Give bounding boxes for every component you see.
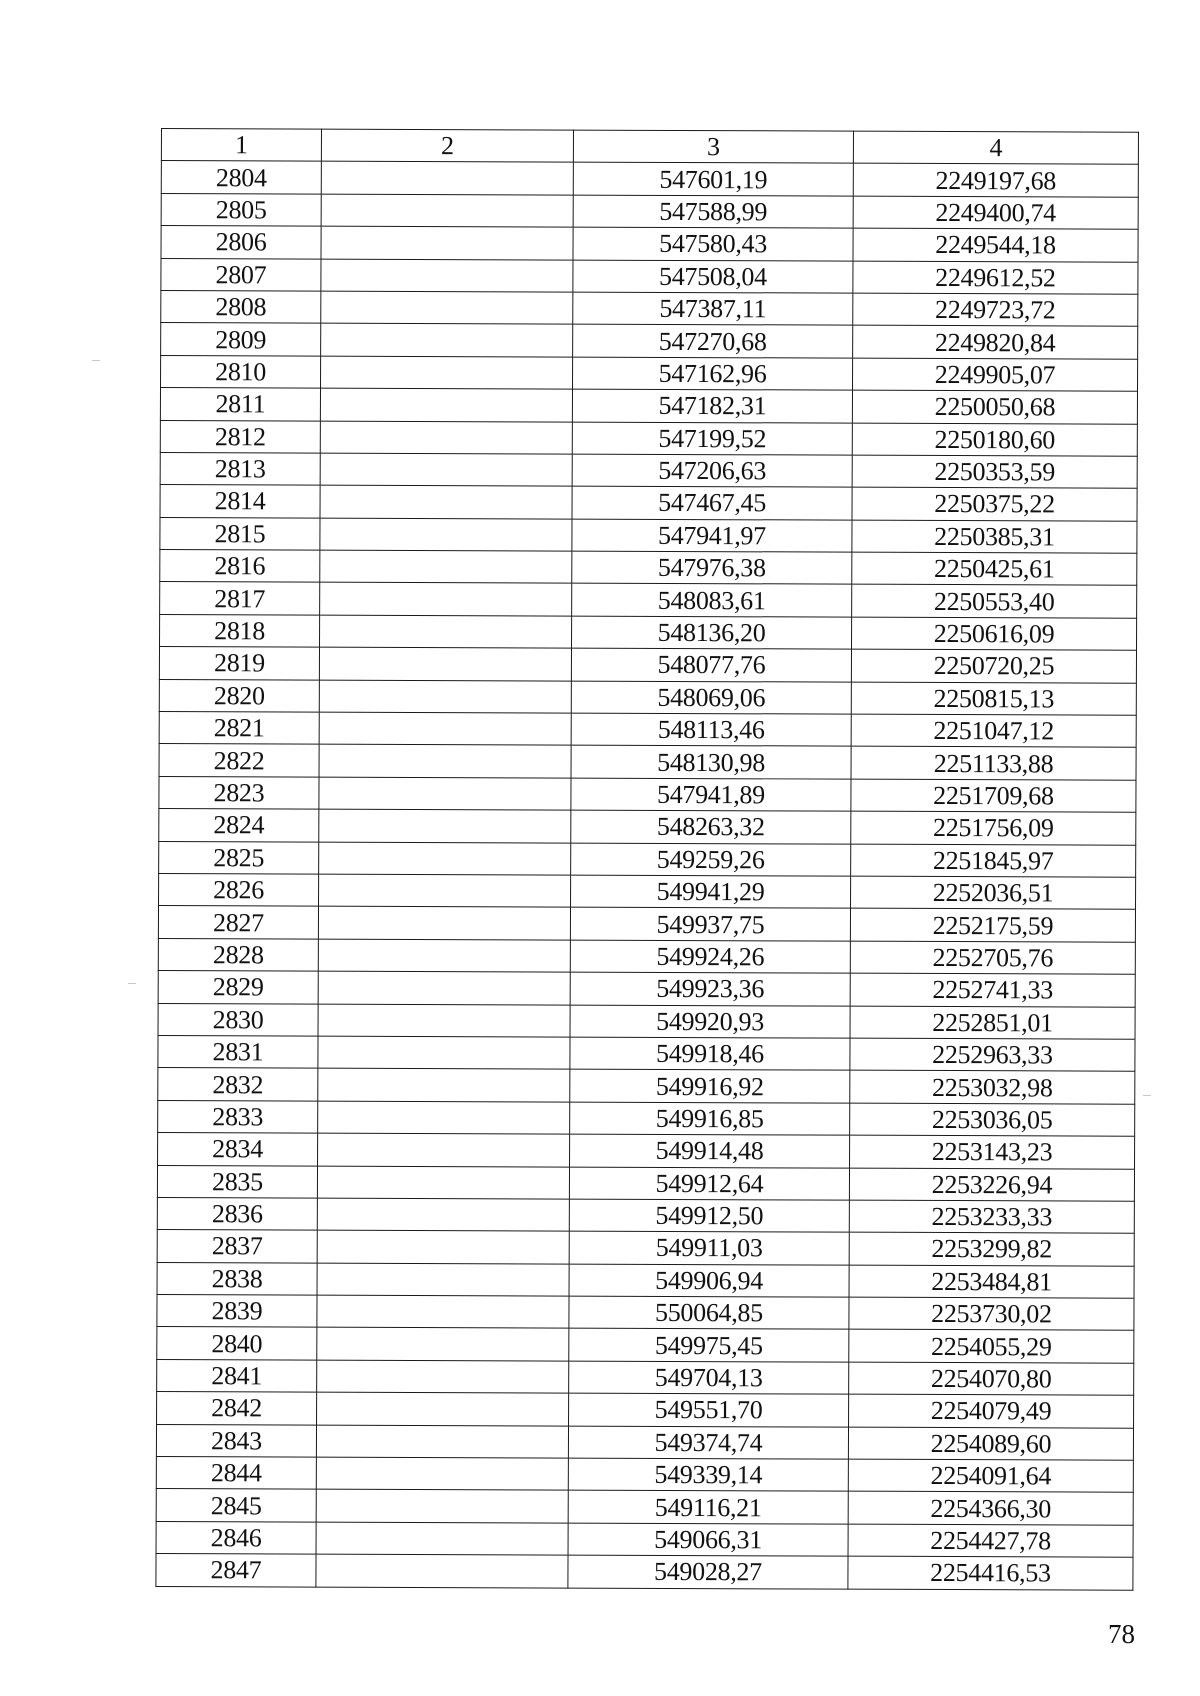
margin-mark (92, 360, 100, 361)
table-row (160, 420, 1137, 456)
table-row (160, 582, 1137, 618)
table-cell-col-2 (321, 259, 573, 292)
table-cell-col-3: 547162,96 (573, 357, 853, 390)
table-cell-col-2 (321, 194, 573, 227)
table-row (159, 712, 1136, 748)
table-row (160, 550, 1137, 586)
table-cell-col-3: 547508,04 (573, 260, 853, 293)
table-cell-col-1: 2846 (156, 1521, 316, 1554)
table-cell-col-3: 549918,46 (570, 1037, 850, 1070)
table-cell-col-4: 2250385,31 (852, 520, 1137, 553)
table-row (161, 323, 1138, 359)
coordinates-table (155, 128, 1139, 1590)
table-cell-col-4: 2251756,09 (851, 811, 1136, 844)
table-cell-col-4: 2249544,18 (853, 228, 1138, 261)
table-cell-col-2 (316, 1425, 568, 1458)
table-cell-col-4: 2250720,25 (851, 649, 1136, 682)
table-row (157, 1230, 1134, 1266)
table-cell-col-1: 2824 (159, 809, 319, 842)
table-cell-col-3: 548083,61 (572, 584, 852, 617)
table-cell-col-1: 2810 (161, 355, 321, 388)
table-cell-col-3: 549906,94 (569, 1264, 849, 1297)
table-cell-col-2 (319, 809, 571, 842)
table-cell-col-4: 2250180,60 (852, 423, 1137, 456)
table-cell-col-1: 2828 (158, 938, 318, 971)
table-cell-col-2 (317, 1328, 569, 1361)
table-cell-col-3: 549116,21 (568, 1490, 848, 1523)
table-cell-col-3: 549339,14 (568, 1458, 848, 1491)
table-row (161, 226, 1138, 262)
table-cell-col-3: 549916,85 (570, 1102, 850, 1135)
table-row (160, 388, 1137, 424)
table-cell-col-3: 548136,20 (572, 616, 852, 649)
table-cell-col-1: 2822 (159, 744, 319, 777)
table-cell-col-1: 2814 (160, 485, 320, 518)
table-row (160, 452, 1137, 488)
margin-mark (1143, 1095, 1151, 1096)
table-header-row (161, 129, 1138, 165)
table-cell-col-2 (318, 1133, 570, 1166)
table-cell-col-4: 2252963,33 (850, 1038, 1135, 1071)
column-header-2: 2 (321, 129, 573, 162)
table-row (160, 614, 1137, 650)
table-cell-col-1: 2833 (158, 1100, 318, 1133)
table-cell-col-1: 2847 (156, 1554, 316, 1587)
column-header-1: 1 (161, 129, 321, 162)
table-cell-col-2 (320, 421, 572, 454)
table-cell-col-2 (321, 323, 573, 356)
table-cell-col-2 (319, 745, 571, 778)
table-cell-col-2 (318, 1004, 570, 1037)
table-cell-col-4: 2254055,29 (849, 1330, 1134, 1363)
table-row (156, 1521, 1133, 1557)
table-cell-col-3: 549066,31 (568, 1523, 848, 1556)
table-cell-col-3: 548069,06 (571, 681, 851, 714)
table-cell-col-1: 2840 (157, 1327, 317, 1360)
table-cell-col-3: 549911,03 (569, 1231, 849, 1264)
table-cell-col-1: 2836 (157, 1197, 317, 1230)
table-row (157, 1197, 1134, 1233)
table-cell-col-1: 2826 (159, 873, 319, 906)
table-cell-col-1: 2815 (160, 517, 320, 550)
table-cell-col-2 (316, 1490, 568, 1523)
table-cell-col-1: 2812 (160, 420, 320, 453)
table-row (161, 355, 1138, 391)
table-cell-col-2 (319, 842, 571, 875)
table-row (157, 1165, 1134, 1201)
table-row (159, 841, 1136, 877)
table-cell-col-3: 547467,45 (572, 486, 852, 519)
table-cell-col-1: 2817 (160, 582, 320, 615)
table-row (157, 1327, 1134, 1363)
table-cell-col-3: 549923,36 (570, 972, 850, 1005)
table-cell-col-3: 549912,50 (569, 1199, 849, 1232)
table-cell-col-3: 547601,19 (573, 162, 853, 195)
table-cell-col-4: 2249197,68 (853, 164, 1138, 197)
table-cell-col-3: 547270,68 (573, 324, 853, 357)
table-cell-col-1: 2835 (157, 1165, 317, 1198)
table-cell-col-4: 2253730,02 (849, 1297, 1134, 1330)
table-cell-col-3: 549704,13 (569, 1361, 849, 1394)
table-cell-col-4: 2252175,59 (850, 909, 1135, 942)
table-cell-col-4: 2254091,64 (848, 1459, 1133, 1492)
table-cell-col-4: 2253484,81 (849, 1265, 1134, 1298)
table-cell-col-4: 2254366,30 (848, 1492, 1133, 1525)
table-row (161, 161, 1138, 197)
table-cell-col-2 (321, 226, 573, 259)
table-cell-col-4: 2250375,22 (852, 487, 1137, 520)
table-row (158, 1035, 1135, 1071)
table-row (158, 1133, 1135, 1169)
table-cell-col-1: 2845 (156, 1489, 316, 1522)
table-row (156, 1554, 1133, 1590)
table-row (158, 1003, 1135, 1039)
table-cell-col-4: 2253143,23 (850, 1135, 1135, 1168)
table-cell-col-1: 2808 (161, 290, 321, 323)
table-row (160, 485, 1137, 521)
table-cell-col-2 (317, 1198, 569, 1231)
table-cell-col-4: 2249612,52 (853, 261, 1138, 294)
table-cell-col-1: 2844 (156, 1457, 316, 1490)
table-cell-col-4: 2250425,61 (852, 552, 1137, 585)
table-cell-col-3: 548263,32 (571, 810, 851, 843)
table-cell-col-3: 548130,98 (571, 746, 851, 779)
table-cell-col-2 (319, 647, 571, 680)
table-cell-col-1: 2804 (161, 161, 321, 194)
table-row (159, 809, 1136, 845)
table-cell-col-2 (317, 1392, 569, 1425)
table-row (158, 1100, 1135, 1136)
table-row (156, 1457, 1133, 1493)
table-cell-col-2 (320, 388, 572, 421)
table-cell-col-4: 2252705,76 (850, 941, 1135, 974)
table-row (159, 776, 1136, 812)
table-cell-col-1: 2809 (161, 323, 321, 356)
table-body (156, 161, 1138, 1590)
table-cell-col-1: 2821 (159, 712, 319, 745)
table-row (159, 647, 1136, 683)
table-row (156, 1489, 1133, 1525)
table-cell-col-2 (320, 485, 572, 518)
table-cell-col-3: 547941,97 (572, 519, 852, 552)
table-cell-col-2 (320, 550, 572, 583)
table-cell-col-3: 549374,74 (568, 1426, 848, 1459)
table-cell-col-4: 2253036,05 (850, 1103, 1135, 1136)
table-row (161, 258, 1138, 294)
table-row (159, 873, 1136, 909)
table-cell-col-4: 2252741,33 (850, 973, 1135, 1006)
table-cell-col-1: 2838 (157, 1262, 317, 1295)
margin-mark (128, 983, 136, 984)
table-cell-col-3: 549259,26 (571, 843, 851, 876)
table-cell-col-4: 2253233,33 (849, 1200, 1134, 1233)
table-cell-col-1: 2842 (157, 1392, 317, 1425)
table-cell-col-4: 2250050,68 (852, 390, 1137, 423)
table-cell-col-3: 547387,11 (573, 292, 853, 325)
table-cell-col-3: 549551,70 (569, 1393, 849, 1426)
table-cell-col-4: 2253032,98 (850, 1070, 1135, 1103)
table-cell-col-2 (321, 291, 573, 324)
table-cell-col-1: 2816 (160, 550, 320, 583)
page-number: 78 (1108, 1619, 1135, 1649)
table-cell-col-2 (319, 680, 571, 713)
table-cell-col-3: 549912,64 (569, 1167, 849, 1200)
table-cell-col-2 (318, 1036, 570, 1069)
table-cell-col-1: 2832 (158, 1068, 318, 1101)
table-row (160, 517, 1137, 553)
table-cell-col-1: 2843 (156, 1424, 316, 1457)
table-cell-col-3: 548113,46 (571, 713, 851, 746)
table-cell-col-4: 2250815,13 (851, 682, 1136, 715)
table-cell-col-3: 549924,26 (570, 940, 850, 973)
table-row (159, 679, 1136, 715)
column-header-3: 3 (573, 130, 853, 163)
table-cell-col-1: 2825 (159, 841, 319, 874)
table-cell-col-4: 2249905,07 (852, 358, 1137, 391)
table-cell-col-4: 2254079,49 (849, 1394, 1134, 1427)
table-row (158, 938, 1135, 974)
table-cell-col-2 (320, 583, 572, 616)
table-cell-col-4: 2251133,88 (851, 747, 1136, 780)
table-cell-col-4: 2253226,94 (849, 1168, 1134, 1201)
table-cell-col-4: 2249723,72 (853, 293, 1138, 326)
table-cell-col-4: 2249820,84 (853, 326, 1138, 359)
table-cell-col-1: 2820 (159, 679, 319, 712)
table-cell-col-3: 547206,63 (572, 454, 852, 487)
table-cell-col-4: 2252036,51 (851, 876, 1136, 909)
table-cell-col-4: 2254427,78 (848, 1524, 1133, 1557)
table-cell-col-2 (320, 615, 572, 648)
table-cell-col-2 (319, 874, 571, 907)
table-cell-col-4: 2252851,01 (850, 1006, 1135, 1039)
table-cell-col-3: 549916,92 (570, 1069, 850, 1102)
table-cell-col-2 (320, 453, 572, 486)
table-cell-col-4: 2249400,74 (853, 196, 1138, 229)
table-cell-col-4: 2254416,53 (848, 1556, 1133, 1589)
table-cell-col-2 (317, 1360, 569, 1393)
table-cell-col-1: 2834 (158, 1133, 318, 1166)
table-cell-col-4: 2254089,60 (848, 1427, 1133, 1460)
table-cell-col-1: 2837 (157, 1230, 317, 1263)
table-cell-col-3: 547199,52 (572, 422, 852, 455)
table-cell-col-1: 2819 (159, 647, 319, 680)
table-cell-col-2 (319, 777, 571, 810)
table-cell-col-3: 549914,48 (570, 1134, 850, 1167)
table-cell-col-3: 547976,38 (572, 551, 852, 584)
table-row (158, 1068, 1135, 1104)
table-row (157, 1295, 1134, 1331)
table-cell-col-2 (321, 162, 573, 195)
table-cell-col-1: 2805 (161, 193, 321, 226)
table-cell-col-4: 2253299,82 (849, 1232, 1134, 1265)
table-cell-col-2 (320, 518, 572, 551)
table-cell-col-4: 2254070,80 (849, 1362, 1134, 1395)
table-row (158, 971, 1135, 1007)
table-cell-col-2 (318, 1068, 570, 1101)
table-cell-col-4: 2251709,68 (851, 779, 1136, 812)
table-cell-col-1: 2831 (158, 1035, 318, 1068)
table-cell-col-3: 550064,85 (569, 1296, 849, 1329)
table-cell-col-1: 2813 (160, 452, 320, 485)
table-cell-col-3: 549920,93 (570, 1005, 850, 1038)
table-cell-col-2 (319, 712, 571, 745)
table-cell-col-1: 2823 (159, 776, 319, 809)
table-cell-col-2 (317, 1230, 569, 1263)
table-cell-col-2 (316, 1554, 568, 1587)
table-row (157, 1262, 1134, 1298)
table-cell-col-2 (318, 906, 570, 939)
table-cell-col-2 (318, 939, 570, 972)
table-cell-col-2 (318, 1101, 570, 1134)
table-cell-col-2 (316, 1457, 568, 1490)
table-cell-col-1: 2818 (160, 614, 320, 647)
table-cell-col-3: 549937,75 (570, 907, 850, 940)
table-cell-col-1: 2807 (161, 258, 321, 291)
table-cell-col-2 (317, 1263, 569, 1296)
table-cell-col-3: 549941,29 (571, 875, 851, 908)
table-row (157, 1359, 1134, 1395)
table-cell-col-4: 2251845,97 (851, 844, 1136, 877)
table-cell-col-3: 547588,99 (573, 195, 853, 228)
table-cell-col-4: 2251047,12 (851, 714, 1136, 747)
table-cell-col-2 (318, 971, 570, 1004)
table-cell-col-3: 547941,89 (571, 778, 851, 811)
table-cell-col-2 (316, 1522, 568, 1555)
table-cell-col-3: 547182,31 (572, 389, 852, 422)
table-cell-col-4: 2250353,59 (852, 455, 1137, 488)
table-cell-col-1: 2830 (158, 1003, 318, 1036)
table-cell-col-1: 2811 (160, 388, 320, 421)
table-row (161, 193, 1138, 229)
table-cell-col-2 (317, 1295, 569, 1328)
table-cell-col-1: 2806 (161, 226, 321, 259)
table-row (158, 906, 1135, 942)
table-cell-col-1: 2841 (157, 1359, 317, 1392)
table-cell-col-1: 2839 (157, 1295, 317, 1328)
table-row (159, 744, 1136, 780)
table-cell-col-3: 549975,45 (569, 1329, 849, 1362)
table-cell-col-1: 2827 (158, 906, 318, 939)
table-row (157, 1392, 1134, 1428)
table-cell-col-3: 547580,43 (573, 227, 853, 260)
table-cell-col-3: 548077,76 (571, 648, 851, 681)
table-cell-col-3: 549028,27 (568, 1555, 848, 1588)
table-cell-col-4: 2250616,09 (852, 617, 1137, 650)
table-cell-col-1: 2829 (158, 971, 318, 1004)
column-header-4: 4 (853, 131, 1138, 164)
table-row (161, 290, 1138, 326)
table-cell-col-4: 2250553,40 (852, 585, 1137, 618)
table-cell-col-2 (321, 356, 573, 389)
table-cell-col-2 (317, 1166, 569, 1199)
table-row (156, 1424, 1133, 1460)
